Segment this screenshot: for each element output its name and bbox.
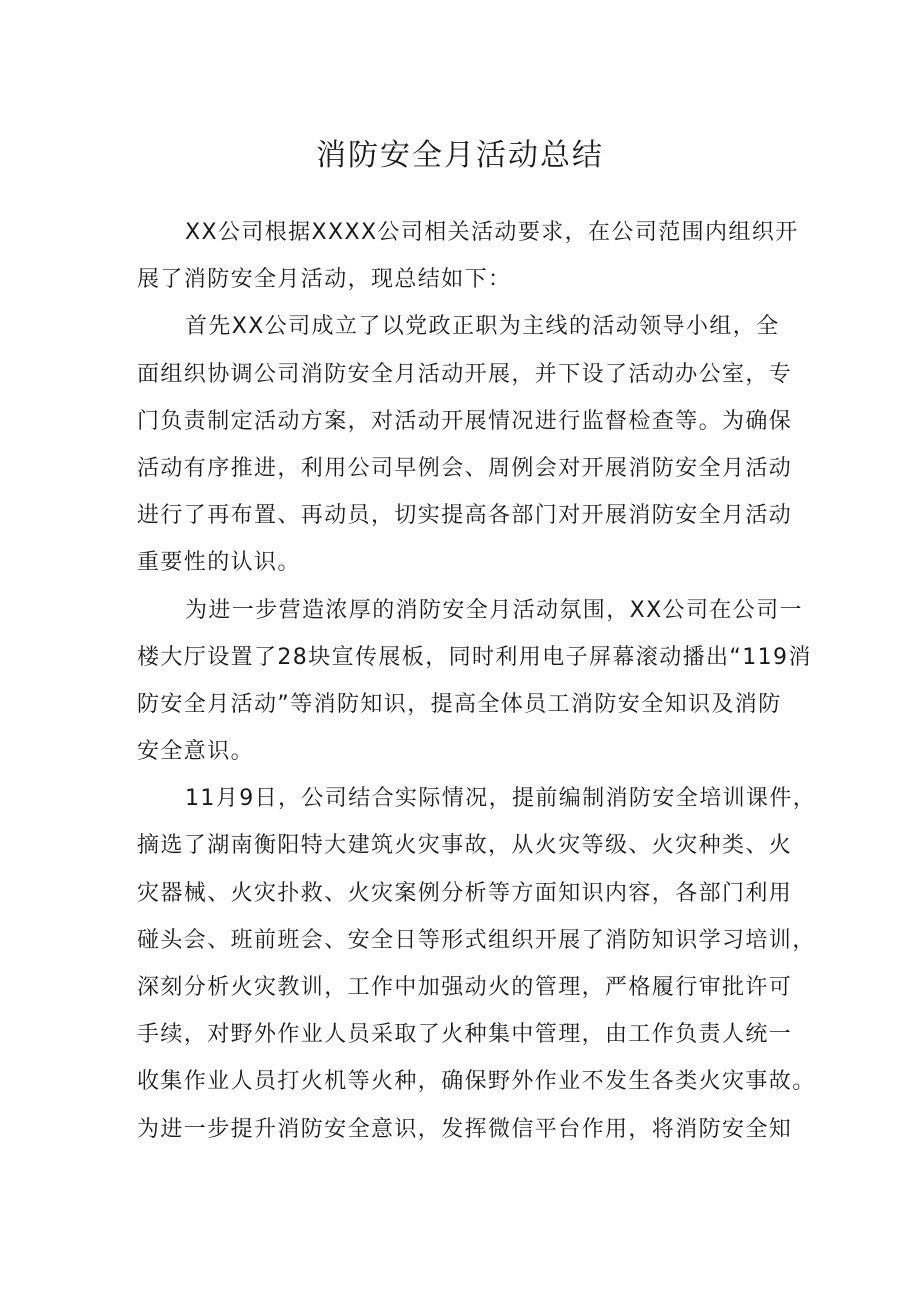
text-line: 灾器械、火灾扑救、火灾案例分析等方面知识内容，各部门利用 [137, 880, 793, 906]
text-line: 安全意识。 [137, 739, 255, 765]
document-title: 消防安全月活动总结 [316, 138, 604, 174]
text-line: 门负责制定活动方案，对活动开展情况进行监督检查等。为确保 [137, 408, 793, 434]
document-body [137, 209, 817, 1153]
paragraph-intro [137, 209, 797, 303]
text-line: 为进一步营造浓厚的消防安全月活动氛围，XX公司在公司一 [185, 597, 803, 623]
text-line: 楼大厅设置了28块宣传展板，同时利用电子屏幕滚动播出“119消 [137, 644, 812, 670]
text-line: 防安全月活动”等消防知识，提高全体员工消防安全知识及消防 [137, 691, 782, 717]
text-line: 进行了再布置、再动员，切实提高各部门对开展消防安全月活动 [137, 503, 793, 529]
text-line: 手续，对野外作业人员采取了火种集中管理，由工作负责人统一 [137, 1022, 793, 1048]
text-line: 活动有序推进，利用公司早例会、周例会对开展消防安全月活动 [137, 455, 793, 481]
text-line: 首先XX公司成立了以党政正职为主线的活动领导小组，全 [185, 314, 780, 340]
text-line: 深刻分析火灾教训，工作中加强动火的管理，严格履行审批许可 [137, 975, 793, 1000]
paragraph-organization [137, 303, 797, 586]
text-line: XX公司根据XXXX公司相关活动要求，在公司范围内组织开 [185, 220, 799, 245]
text-line: 碰头会、班前班会、安全日等形式组织开展了消防知识学习培训， [137, 927, 816, 953]
text-line: 摘选了湖南衡阳特大建筑火灾事故，从火灾等级、火灾种类、火 [137, 833, 793, 859]
paragraph-training [137, 775, 817, 1153]
text-line: 重要性的认识。 [137, 550, 301, 576]
text-line: 收集作业人员打火机等火种，确保野外作业不发生各类火灾事故。 [137, 1069, 816, 1095]
text-line: 11月9日，公司结合实际情况，提前编制消防安全培训课件， [185, 786, 817, 812]
text-line: 展了消防安全月活动，现总结如下： [137, 267, 512, 293]
text-line: 为进一步提升消防安全意识，发挥微信平台作用，将消防安全知 [137, 1116, 793, 1142]
text-line: 面组织协调公司消防安全月活动开展，并下设了活动办公室，专 [137, 361, 793, 387]
paragraph-publicity [137, 587, 812, 776]
